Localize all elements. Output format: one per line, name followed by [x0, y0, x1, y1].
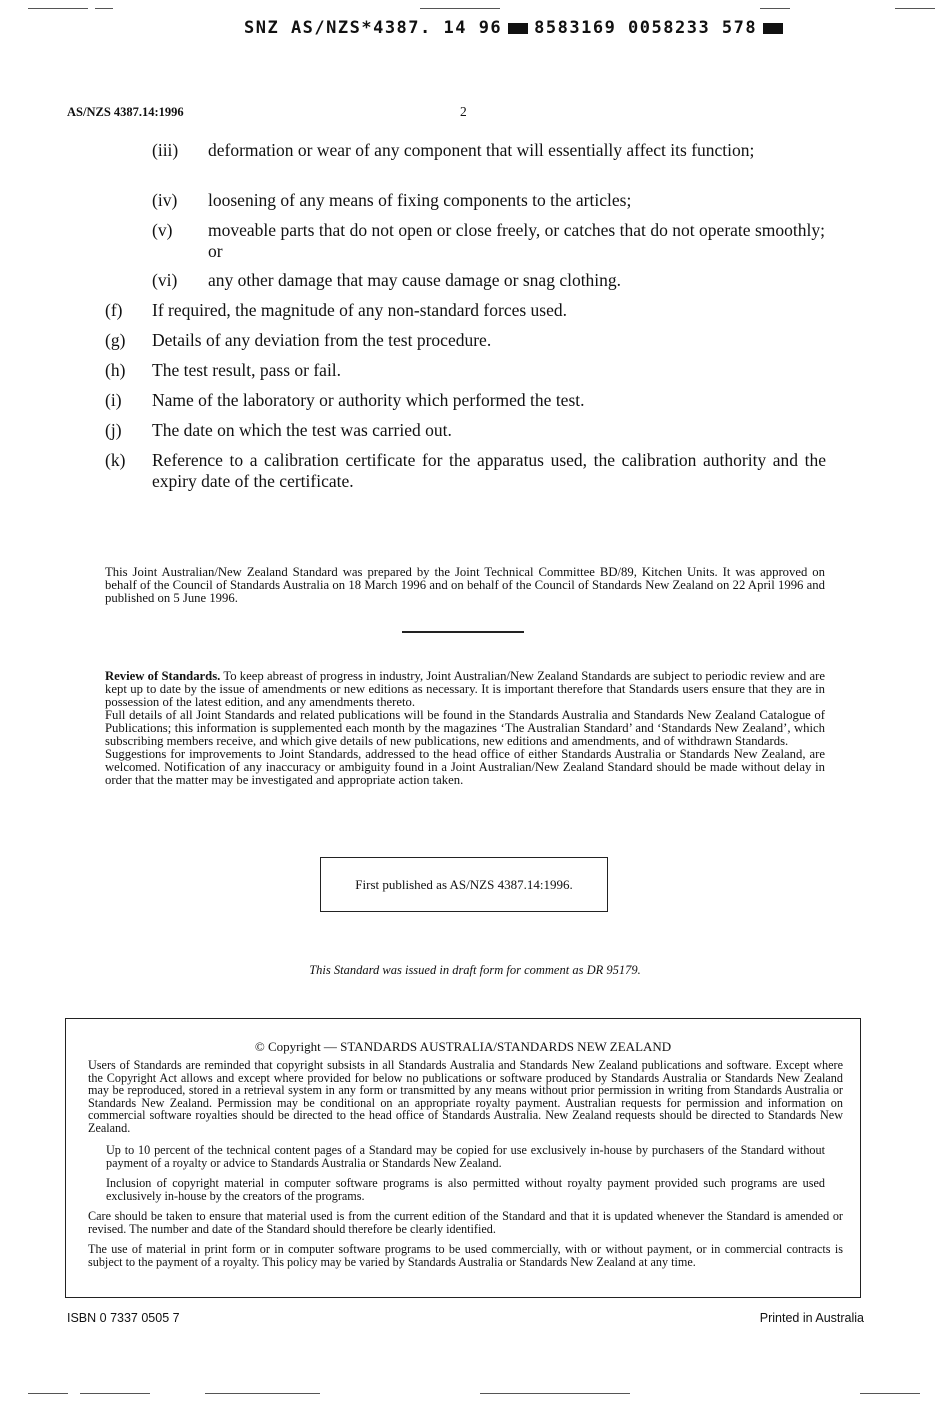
review-paragraph: Review of Standards. To keep abreast of progress in industry, Joint Australian/New Zealand Standards are subject to periodic review and are kept up to date by the issue of amendments or new editions as necessary. It is important therefore that Standards users ensure that they are in possession of the latest edition, and any amendments thereto. [105, 669, 825, 709]
review-heading: Review of Standards. [105, 669, 221, 683]
divider-rule [402, 631, 524, 633]
item-marker: (h) [105, 360, 126, 380]
redaction-block [763, 23, 783, 34]
item-text: The test result, pass or fail. [152, 360, 342, 380]
scan-mark [860, 1393, 920, 1394]
scan-mark [28, 1393, 68, 1394]
review-paragraph: Suggestions for improvements to Joint Standards, addressed to the head office of either Standards Australia or Standards New Zealand, are welcomed. Notification of any inaccuracy or ambiguity found in a Joint Australian/New Zealand Standard should be made without delay in order that the matter may be investigated and appropriate action taken. [105, 747, 825, 787]
first-published-text: First published as AS/NZS 4387.14:1996. [355, 876, 573, 892]
redaction-block [508, 23, 528, 34]
copyright-paragraph: Inclusion of copyright material in computer software programs is also permitted without royalty payment provided such programs are used exclusively in-house by the creators of the programs. [106, 1176, 825, 1203]
scan-header-code: SNZ AS/NZS*4387. 14 96 8583169 0058233 578 [244, 18, 789, 38]
isbn: ISBN 0 7337 0505 7 [67, 1311, 180, 1325]
copyright-paragraph: The use of material in print form or in computer software programs to be used commercially, with or without payment, or in commercial contracts is subject to the payment of a royalty. This policy may be varied by Standards Australia or Standards New Zealand at any time. [88, 1242, 843, 1269]
item-marker: (iii) [152, 140, 179, 160]
scan-mark [895, 8, 935, 9]
item-text: Details of any deviation from the test procedure. [152, 330, 492, 350]
item-text: The date on which the test was carried out. [152, 420, 452, 440]
item-text: any other damage that may cause damage or snag clothing. [208, 270, 622, 290]
scan-mark [420, 8, 500, 9]
item-marker: (iv) [152, 190, 178, 210]
draft-note: This Standard was issued in draft form for comment as DR 95179. [309, 963, 641, 977]
item-marker: (j) [105, 420, 122, 440]
scan-mark [80, 1393, 150, 1394]
first-published-box [320, 857, 608, 912]
item-text: moveable parts that do not open or close freely, or catches that do not operate smoothly; or [208, 220, 825, 261]
item-marker: (v) [152, 220, 173, 240]
item-text: Reference to a calibration certificate for the apparatus used, the calibration authority and the expiry date of the certificate. [152, 450, 826, 491]
scan-mark [205, 1393, 320, 1394]
review-paragraph: Full details of all Joint Standards and related publications will be found in the Standards Australia and Standards New Zealand Catalogue of Publications; this information is supplemented each month by the magazines ‘The Australian Standard’ and ‘Standards New Zealand’, which subscribing members receive, and which give details of new publications, new editions and amendments, and of withdrawn Standards. [105, 708, 825, 748]
scan-mark [28, 8, 88, 9]
item-text: loosening of any means of fixing components to the articles; [208, 190, 632, 210]
scan-mark [95, 8, 113, 9]
review-of-standards [105, 670, 825, 787]
page-number: 2 [460, 104, 467, 119]
printed-in: Printed in Australia [759, 1311, 864, 1325]
item-marker: (k) [105, 450, 126, 470]
item-text: If required, the magnitude of any non-standard forces used. [152, 300, 567, 320]
item-marker: (g) [105, 330, 126, 350]
scan-mark [480, 1393, 630, 1394]
item-marker: (vi) [152, 270, 178, 290]
copyright-title: © Copyright — STANDARDS AUSTRALIA/STANDARDS NEW ZEALAND [254, 1039, 672, 1054]
copyright-paragraph: Care should be taken to ensure that material used is from the current edition of the Standard and that it is updated whenever the Standard is amended or revised. The number and date of the Standard should therefore be clearly identified. [88, 1209, 843, 1236]
preparation-note: This Joint Australian/New Zealand Standard was prepared by the Joint Technical Committee BD/89, Kitchen Units. It was approved on behalf of the Council of Standards Australia on 18 March 1996 and on behalf of the Council of Standards New Zealand on 22 April 1996 and published on 5 June 1996. [105, 565, 825, 605]
item-text: deformation or wear of any component that will essentially affect its function; [208, 140, 755, 160]
item-marker: (f) [105, 300, 123, 320]
item-text: Name of the laboratory or authority which performed the test. [152, 390, 585, 410]
item-marker: (i) [105, 390, 122, 410]
copyright-paragraph: Up to 10 percent of the technical content pages of a Standard may be copied for use exclusively in-house by purchasers of the Standard without payment of a royalty or advice to Standards Australia or Standards New Zealand. [106, 1143, 825, 1170]
running-head: AS/NZS 4387.14:1996 [67, 105, 184, 119]
copyright-paragraph: Users of Standards are reminded that copyright subsists in all Standards Australia and Standards New Zealand publications and software. Except where the Copyright Act allows and except where provided for below no publications or software produced by Standards Australia or Standards New Zealand may be reproduced, stored in a retrieval system in any form or transmitted by any means without prior permission in writing from Standards Australia or Standards New Zealand. Permission may be conditional on an appropriate royalty payment. Australian requests for permission and information on commercial software royalties should be directed to the head office of Standards Australia. New Zealand requests should be directed to Standards New Zealand. [88, 1058, 843, 1135]
scan-mark [760, 8, 790, 9]
